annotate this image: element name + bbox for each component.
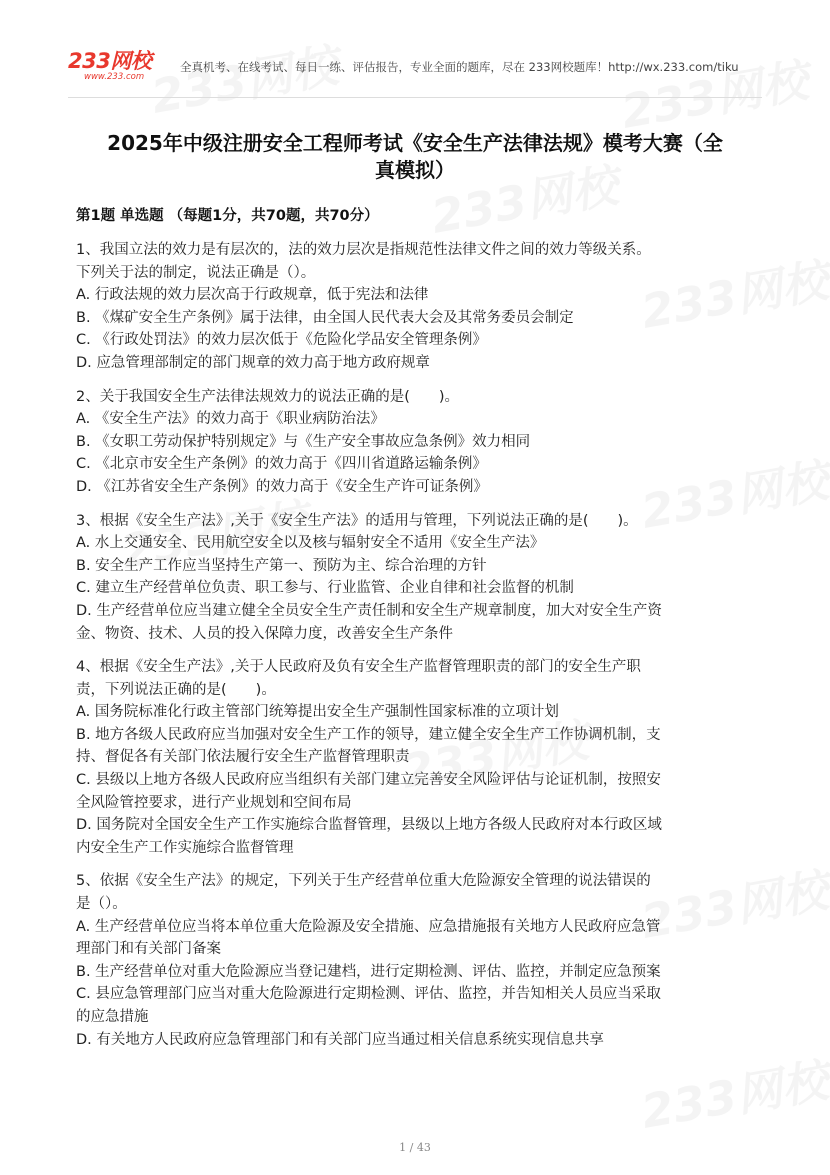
question-block	[76, 239, 756, 375]
answer-option[interactable]	[76, 724, 756, 769]
option-text: B. 《女职工劳动保护特别规定》与《生产安全事故应急条例》效力相同	[76, 433, 531, 450]
option-text: B. 《煤矿安全生产条例》属于法律，由全国人民代表大会及其常务委员会制定	[76, 309, 574, 326]
option-text: C. 县级以上地方各级人民政府应当组织有关部门建立完善安全风险评估与论证机制，按照安	[76, 772, 661, 789]
option-text: D. 生产经营单位应当建立健全全员安全生产责任制和安全生产规章制度，加大对安全生产资	[76, 602, 662, 619]
document-title	[70, 130, 760, 184]
option-text: C. 《北京市安全生产条例》的效力高于《四川省道路运输条例》	[76, 456, 487, 473]
answer-option[interactable]	[76, 352, 756, 375]
question-stem: 是（）。	[76, 896, 127, 913]
option-text: 持、督促各有关部门依法履行安全生产监督管理职责	[76, 749, 410, 766]
header-tagline: 全真机考、在线考试、每日一练、评估报告，专业全面的题库，尽在 233网校题库！http://wx.233.com/tiku	[180, 60, 739, 74]
option-text: 金、物资、技术、人员的投入保障力度，改善安全生产条件	[76, 625, 453, 642]
question-list	[76, 239, 756, 1062]
question-block	[76, 510, 756, 646]
option-text: C. 县应急管理部门应当对重大危险源进行定期检测、评估、监控，并告知相关人员应当采取	[76, 986, 661, 1003]
answer-option[interactable]	[76, 577, 756, 600]
answer-option[interactable]	[76, 916, 756, 961]
answer-option[interactable]	[76, 555, 756, 578]
logo-url-text: www.233.com	[84, 72, 145, 82]
answer-option[interactable]	[76, 814, 756, 859]
question-stem: 5、依据《安全生产法》的规定，下列关于生产经营单位重大危险源安全管理的说法错误的	[76, 873, 651, 890]
answer-option[interactable]	[76, 453, 756, 476]
answer-option[interactable]	[76, 532, 756, 555]
option-text: D. 《江苏省安全生产条例》的效力高于《安全生产许可证条例》	[76, 478, 488, 495]
logo-text: 233网校	[68, 49, 152, 73]
answer-option[interactable]	[76, 307, 756, 330]
section-heading: 第1题 单选题 （每题1分，共70题，共70分）	[76, 208, 379, 224]
answer-option[interactable]	[76, 701, 756, 724]
option-text: A. 国务院标准化行政主管部门统筹提出安全生产强制性国家标准的立项计划	[76, 704, 559, 721]
option-text: A. 行政法规的效力层次高于行政规章，低于宪法和法律	[76, 287, 429, 304]
option-text: C. 建立生产经营单位负责、职工参与、行业监管、企业自律和社会监督的机制	[76, 580, 574, 597]
page-number: 1 / 43	[399, 1141, 431, 1154]
option-text: C. 《行政处罚法》的效力层次低于《危险化学品安全管理条例》	[76, 332, 487, 349]
question-block	[76, 386, 756, 499]
answer-option[interactable]	[76, 329, 756, 352]
answer-option[interactable]	[76, 983, 756, 1028]
option-text: A. 水上交通安全、民用航空安全以及核与辐射安全不适用《安全生产法》	[76, 535, 545, 552]
option-text: A. 生产经营单位应当将本单位重大危险源及安全措施、应急措施报有关地方人民政府应急管	[76, 918, 661, 935]
option-text: 的应急措施	[76, 1009, 149, 1025]
page-header	[68, 48, 768, 88]
option-text: B. 生产经营单位对重大危险源应当登记建档，进行定期检测、评估、监控，并制定应急预案	[76, 963, 661, 980]
option-text: D. 应急管理部制定的部门规章的效力高于地方政府规章	[76, 354, 430, 371]
title-line: 真模拟）	[375, 158, 455, 182]
option-text: 理部门和有关部门备案	[76, 941, 221, 958]
answer-option[interactable]	[76, 284, 756, 307]
question-stem: 3、根据《安全生产法》,关于《安全生产法》的适用与管理，下列说法正确的是( )。	[76, 512, 638, 529]
option-text: A. 《安全生产法》的效力高于《职业病防治法》	[76, 411, 385, 428]
option-text: D. 有关地方人民政府应急管理部门和有关部门应当通过相关信息系统实现信息共享	[76, 1031, 604, 1048]
option-text: B. 安全生产工作应当坚持生产第一、预防为主、综合治理的方针	[76, 557, 487, 574]
option-text: B. 地方各级人民政府应当加强对安全生产工作的领导，建立健全安全生产工作协调机制，支	[76, 726, 661, 743]
question-stem: 2、关于我国安全生产法律法规效力的说法正确的是( )。	[76, 388, 460, 405]
question-stem: 责，下列说法正确的是( )。	[76, 681, 276, 698]
answer-option[interactable]	[76, 600, 756, 645]
option-text: 内安全生产工作实施综合监督管理	[76, 839, 294, 856]
question-block	[76, 870, 756, 1051]
answer-option[interactable]	[76, 408, 756, 431]
answer-option[interactable]	[76, 961, 756, 984]
header-divider	[68, 97, 762, 98]
option-text: 全风险管控要求，进行产业规划和空间布局	[76, 794, 352, 811]
question-block	[76, 656, 756, 859]
question-stem: 下列关于法的制定，说法正确是（）。	[76, 264, 316, 281]
option-text: D. 国务院对全国安全生产工作实施综合监督管理，县级以上地方各级人民政府对本行政区域	[76, 817, 662, 834]
title-line: 2025年中级注册安全工程师考试《安全生产法律法规》模考大赛（全	[107, 131, 723, 155]
answer-option[interactable]	[76, 769, 756, 814]
question-stem: 1、我国立法的效力是有层次的，法的效力层次是指规范性法律文件之间的效力等级关系。	[76, 242, 651, 258]
answer-option[interactable]	[76, 1029, 756, 1052]
question-stem: 4、根据《安全生产法》,关于人民政府及负有安全生产监督管理职责的部门的安全生产职	[76, 659, 641, 676]
brand-logo[interactable]	[68, 50, 168, 84]
answer-option[interactable]	[76, 476, 756, 499]
answer-option[interactable]	[76, 431, 756, 454]
